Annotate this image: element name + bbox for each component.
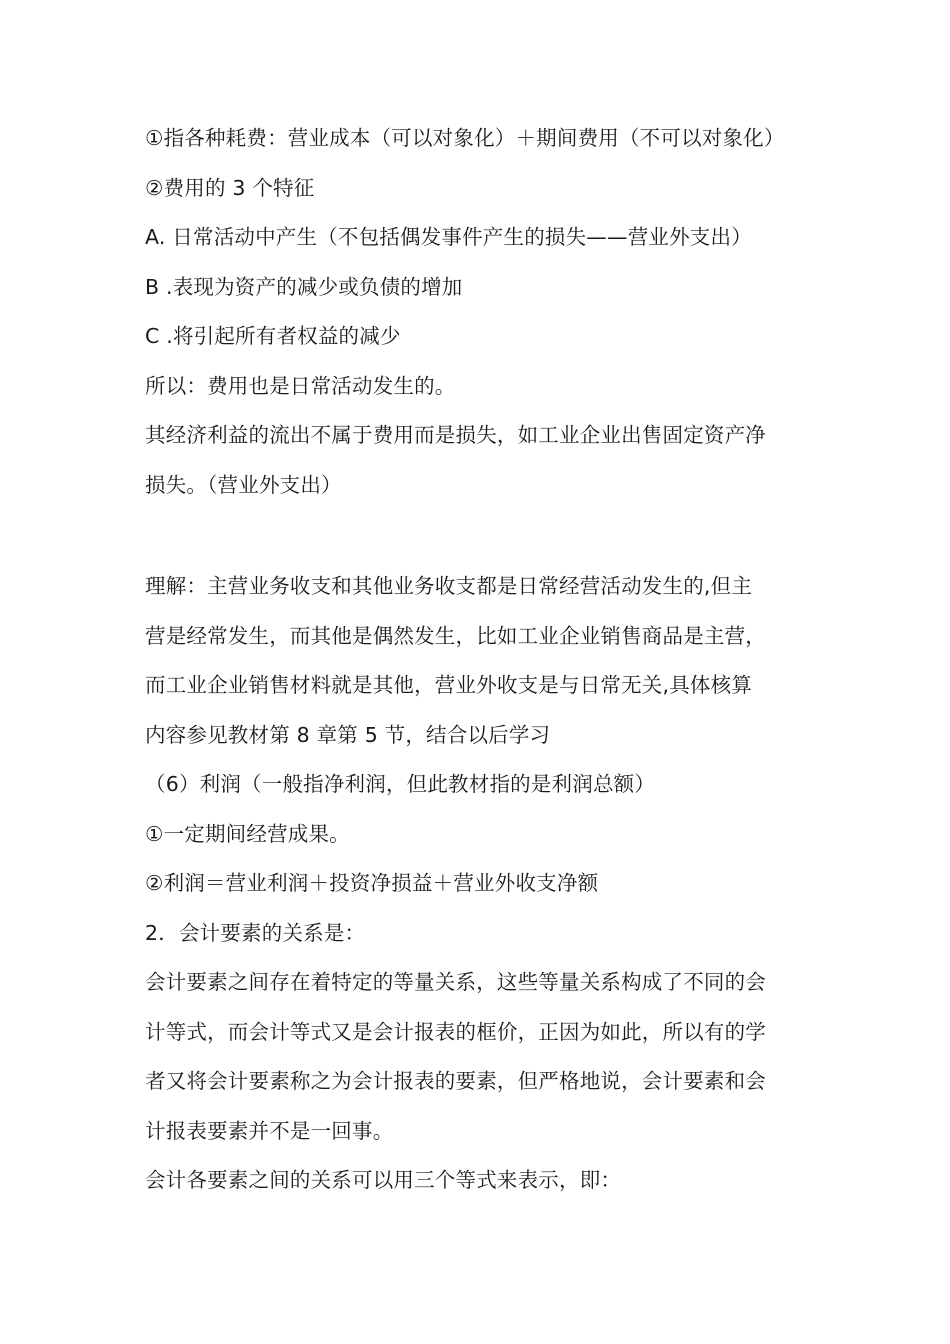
paragraph-relationship-line-2: 计等式，而会计等式又是会计报表的框价，正因为如此，所以有的学 (145, 1019, 766, 1044)
paragraph-relationship-line-1: 会计要素之间存在着特定的等量关系，这些等量关系构成了不同的会 (145, 970, 766, 994)
paragraph-relationship-line-4: 计报表要素并不是一回事。 (145, 1118, 394, 1143)
paragraph-feature-a: A. 日常活动中产生（不包括偶发事件产生的损失——营业外支出） (145, 225, 752, 249)
paragraph-relationship-heading: 2．会计要素的关系是： (145, 920, 366, 945)
paragraph-spacer (145, 510, 810, 562)
paragraph-equations-intro: 会计各要素之间的关系可以用三个等式来表示，即： (145, 1168, 622, 1192)
paragraph-profit-heading: （6）利润（一般指净利润，但此教材指的是利润总额） (145, 772, 656, 796)
paragraph-profit-point-2: ②利润＝营业利润＋投资净损益＋营业外收支净额 (145, 871, 599, 895)
paragraph-relationship-line-3: 者又将会计要素称之为会计报表的要素，但严格地说，会计要素和会 (145, 1069, 766, 1093)
paragraph-feature-c: C .将引起所有者权益的减少 (145, 324, 401, 348)
paragraph-understanding-line-4: 内容参见教材第 8 章第 5 节，结合以后学习 (145, 722, 551, 747)
paragraph-understanding-line-2: 营是经常发生，而其他是偶然发生，比如工业企业销售商品是主营， (145, 623, 766, 648)
paragraph-profit-point-1: ①一定期间经营成果。 (145, 821, 350, 846)
paragraph-feature-b: B .表现为资产的减少或负债的增加 (145, 274, 463, 299)
paragraph-expense-definition: ①指各种耗费：营业成本（可以对象化）＋期间费用（不可以对象化） (145, 126, 785, 150)
paragraph-understanding-line-3: 而工业企业销售材料就是其他，营业外收支是与日常无关,具体核算 (145, 673, 753, 697)
paragraph-expense-features-heading: ②费用的 3 个特征 (145, 175, 315, 200)
paragraph-understanding-line-1: 理解：主营业务收支和其他业务收支都是日常经营活动发生的,但主 (145, 574, 753, 598)
paragraph-loss-line-2: 损失。（营业外支出） (145, 472, 342, 497)
paragraph-conclusion: 所以：费用也是日常活动发生的。 (145, 373, 456, 398)
document-body (145, 114, 810, 1206)
paragraph-loss-line-1: 其经济利益的流出不属于费用而是损失，如工业企业出售固定资产净 (145, 423, 766, 447)
